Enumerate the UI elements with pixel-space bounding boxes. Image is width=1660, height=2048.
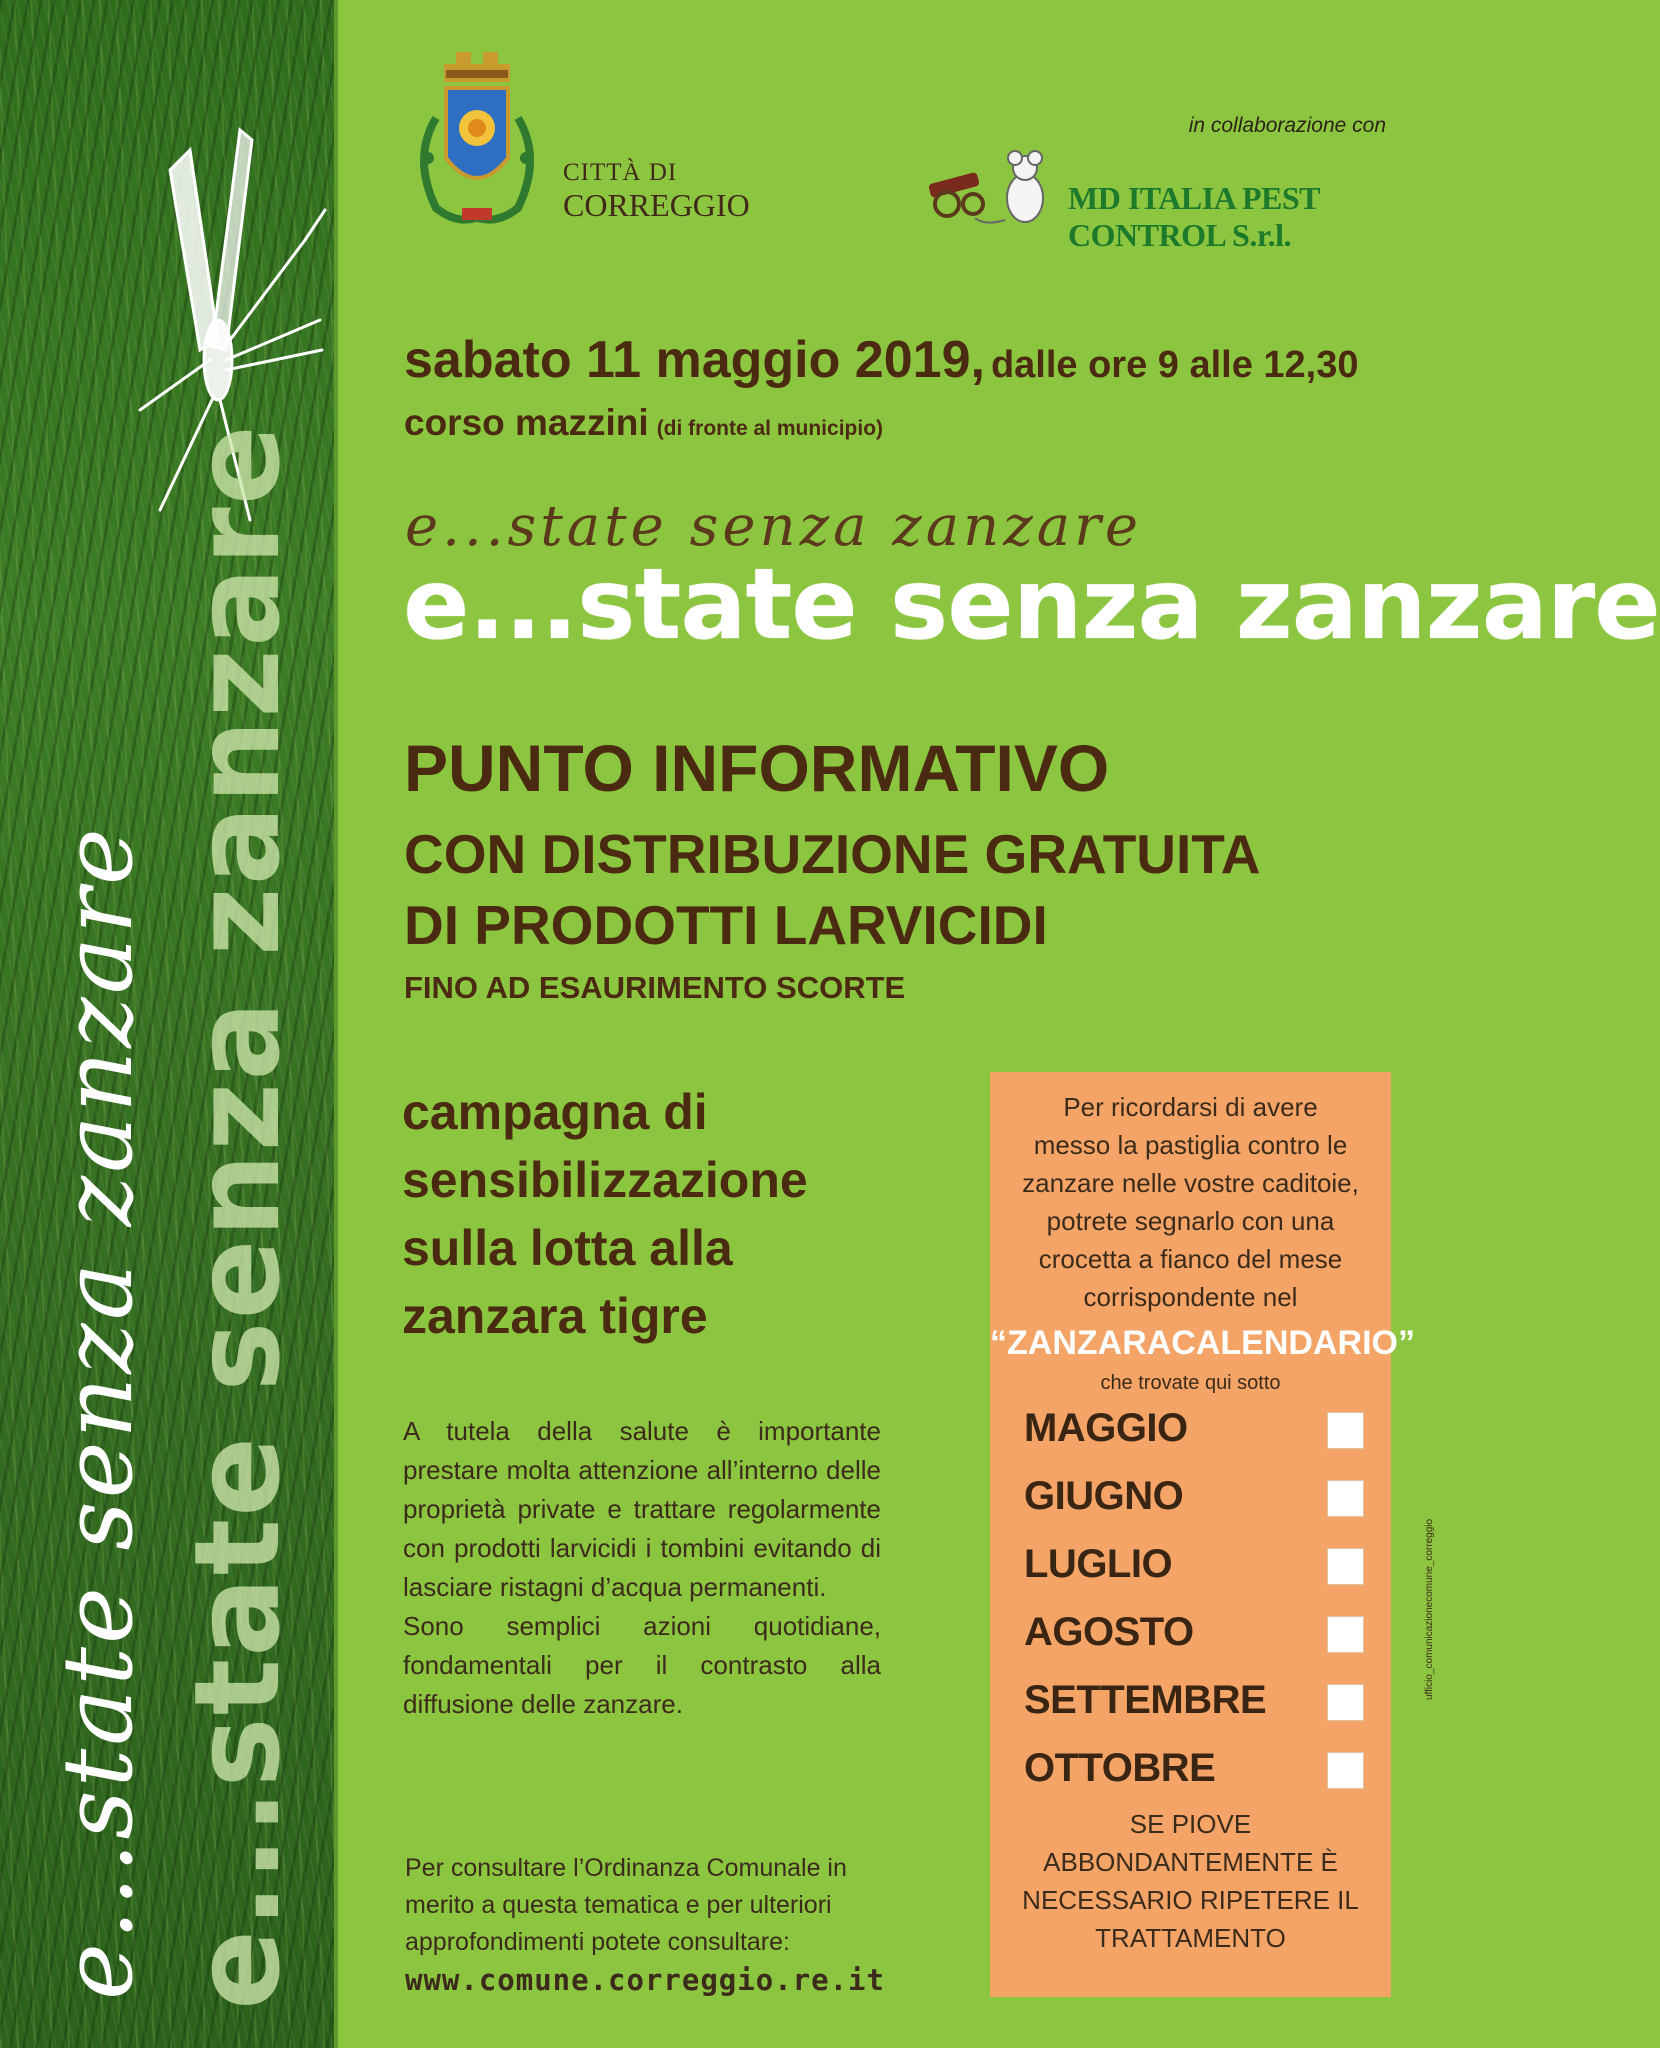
city-line-2: CORREGGIO [563, 187, 750, 223]
month-checkbox[interactable] [1327, 1548, 1364, 1585]
side-slogan-script: e...state senza zanzare [42, 825, 154, 2000]
calendar-intro-line: messo la pastiglia contro le [1033, 1130, 1348, 1160]
headline-1: PUNTO INFORMATIVO [404, 731, 1110, 805]
event-time: dalle ore 9 alle 12,30 [990, 344, 1359, 386]
month-checkbox[interactable] [1327, 1412, 1364, 1449]
collaboration-label: in collaborazione con [1188, 114, 1386, 137]
slogan-script: e...state senza zanzare [405, 494, 1143, 559]
month-label: MAGGIO [1024, 1406, 1188, 1450]
month-label: LUGLIO [1024, 1542, 1173, 1586]
warning-line: ABBONDANTEMENTE È [1043, 1847, 1338, 1877]
calendar-intro [990, 1088, 1391, 1316]
month-label: OTTOBRE [1024, 1746, 1216, 1790]
warning-line: NECESSARIO RIPETERE IL [1022, 1885, 1359, 1915]
month-row [1024, 1400, 1364, 1468]
month-list [1024, 1400, 1364, 1808]
month-checkbox[interactable] [1327, 1752, 1364, 1789]
month-row [1024, 1740, 1364, 1808]
side-slogan-block: e...state senza zanzare [168, 423, 306, 2010]
grass-strip [0, 0, 338, 2048]
website-link[interactable]: www.comune.correggio.re.it [405, 1963, 885, 1997]
city-line-1: CITTÀ DI [563, 159, 678, 186]
body-paragraph-1: A tutela della salute è importante prestare molta attenzione all’interno delle proprietà private e trattare regolarmente con prodotti larvicidi i tombini evitando di lasciare ristagni d’acqua permanenti. [403, 1416, 881, 1602]
campaign-line: zanzara tigre [402, 1288, 708, 1344]
cannon-mouse-logo-icon [925, 150, 1065, 230]
event-date-line [404, 330, 1359, 390]
month-row [1024, 1672, 1364, 1740]
campaign-line: campagna di [402, 1084, 708, 1140]
calendar-title: “ZANZARACALENDARIO” [990, 1324, 1415, 1362]
calendar-intro-line: crocetta a fianco del mese [1038, 1244, 1343, 1274]
month-label: SETTEMBRE [1024, 1678, 1267, 1722]
event-place-note: (di fronte al municipio) [656, 417, 884, 440]
body-text [403, 1412, 881, 1724]
slogan-block: e...state senza zanzare [403, 548, 1660, 662]
rain-warning [990, 1805, 1391, 1957]
warning-line: TRATTAMENTO [1095, 1923, 1286, 1953]
campaign-heading [402, 1078, 872, 1350]
credit-text: ufficio_comunicazionecomune_correggio [1424, 1518, 1435, 1700]
city-crest-icon [406, 48, 548, 234]
month-checkbox[interactable] [1327, 1616, 1364, 1653]
city-name [563, 160, 750, 221]
partner-name: MD ITALIA PEST CONTROL S.r.l. [1068, 180, 1320, 253]
calendar-intro-line: Per ricordarsi di avere [1063, 1092, 1318, 1122]
month-row [1024, 1604, 1364, 1672]
warning-line: SE PIOVE [1129, 1809, 1252, 1839]
consult-text: Per consultare l’Ordinanza Comunale in merito a questa tematica e per ulteriori approfondimenti potete consultare: [405, 1854, 847, 1956]
campaign-line: sensibilizzazione [402, 1152, 808, 1208]
headline-4: FINO AD ESAURIMENTO SCORTE [404, 970, 906, 1005]
event-date: sabato 11 maggio 2019, [404, 331, 985, 389]
calendar-intro-line: potrete segnarlo con una [1046, 1206, 1335, 1236]
month-label: AGOSTO [1024, 1610, 1194, 1654]
headline-3: DI PRODOTTI LARVICIDI [404, 894, 1048, 956]
calendar-subtitle: che trovate qui sotto [1100, 1372, 1281, 1394]
event-place: corso mazzini [404, 402, 649, 443]
calendar-intro-line: zanzare nelle vostre caditoie, [1022, 1168, 1359, 1198]
calendar-box [990, 1072, 1415, 1997]
calendar-intro-line: corrispondente nel [1083, 1282, 1298, 1312]
month-row [1024, 1536, 1364, 1604]
month-label: GIUGNO [1024, 1474, 1184, 1518]
campaign-line: sulla lotta alla [402, 1220, 733, 1276]
month-checkbox[interactable] [1327, 1480, 1364, 1517]
event-place-line [404, 402, 883, 444]
body-paragraph-2: Sono semplici azioni quotidiane, fondamentali per il contrasto alla diffusione delle zanzare. [403, 1611, 881, 1719]
month-checkbox[interactable] [1327, 1684, 1364, 1721]
month-row [1024, 1468, 1364, 1536]
headline-2: CON DISTRIBUZIONE GRATUITA [404, 823, 1261, 885]
